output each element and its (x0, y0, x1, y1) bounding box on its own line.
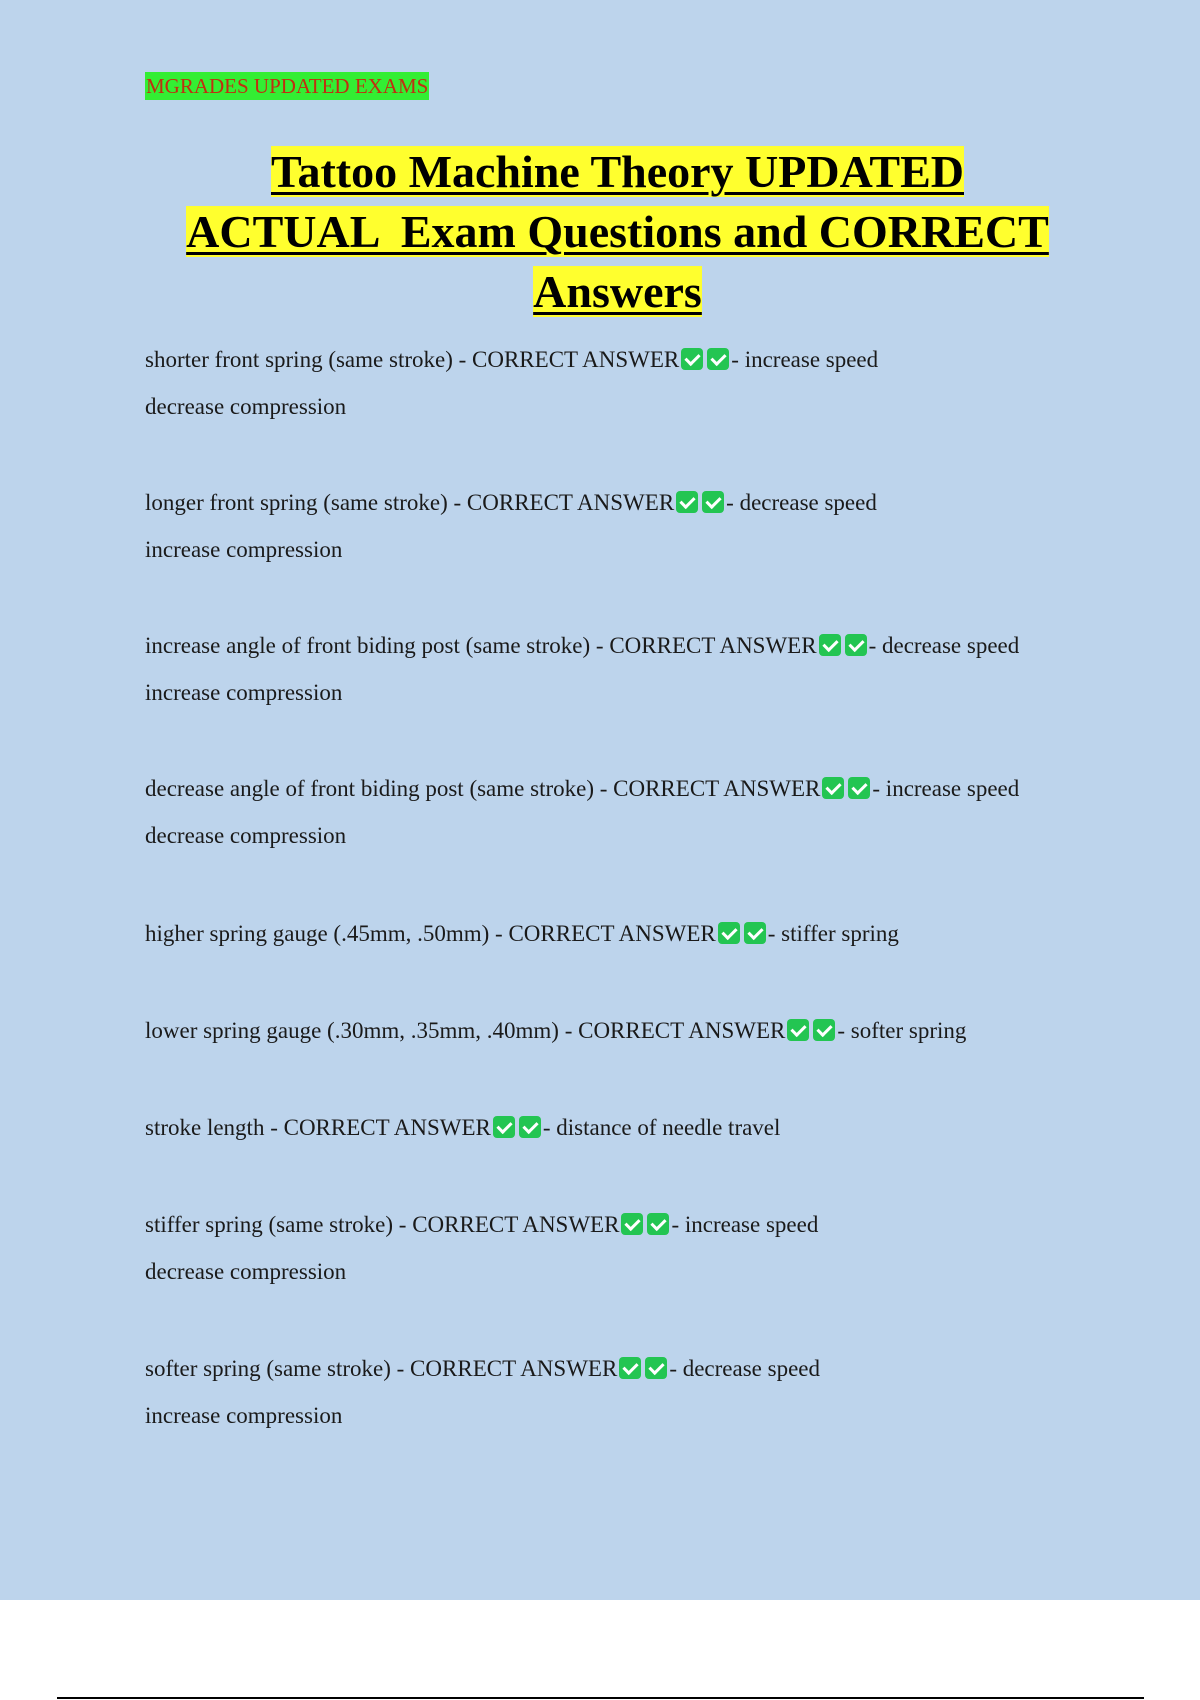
entry-question: stiffer spring (same stroke) - CORRECT ANSWER (145, 1212, 620, 1237)
entry-question: decrease angle of front biding post (same stroke) - CORRECT ANSWER (145, 776, 821, 801)
check-mark-icon (813, 1019, 835, 1041)
check-mark-icon (676, 491, 698, 513)
check-mark-icon (822, 777, 844, 799)
entry-question: higher spring gauge (.45mm, .50mm) - CORRECT ANSWER (145, 921, 716, 946)
qa-entry (145, 1201, 818, 1295)
check-mark-icon (493, 1116, 515, 1138)
qa-entry (145, 622, 1019, 716)
entry-question: stroke length - CORRECT ANSWER (145, 1115, 491, 1140)
entry-answer: - decrease speed (669, 1356, 820, 1381)
entry-answer: - increase speed (671, 1212, 819, 1237)
entry-answer: - decrease speed (868, 633, 1020, 658)
title-line-1: Tattoo Machine Theory UPDATED (271, 146, 964, 197)
qa-entry (145, 336, 878, 430)
qa-entry (145, 910, 899, 957)
check-mark-icon (621, 1213, 643, 1235)
entry-question: longer front spring (same stroke) - CORRECT ANSWER (145, 490, 675, 515)
qa-entry (145, 1104, 780, 1151)
check-mark-icon (647, 1213, 669, 1235)
entry-question: shorter front spring (same stroke) - CORRECT ANSWER (145, 347, 680, 372)
qa-entry (145, 1007, 966, 1054)
entry-answer-extra: decrease compression (145, 823, 347, 848)
entry-question: softer spring (same stroke) - CORRECT ANSWER (145, 1356, 618, 1381)
check-mark-icon (619, 1357, 641, 1379)
entry-question: lower spring gauge (.30mm, .35mm, .40mm) - CORRECT ANSWER (145, 1018, 786, 1043)
check-mark-icon (848, 777, 870, 799)
check-mark-icon (702, 491, 724, 513)
entry-answer-extra: increase compression (145, 1403, 343, 1428)
check-mark-icon (645, 1357, 667, 1379)
entry-answer-extra: increase compression (145, 537, 343, 562)
check-mark-icon (845, 634, 867, 656)
check-mark-icon (718, 922, 740, 944)
header-label: MGRADES UPDATED EXAMS (146, 74, 429, 98)
entry-answer: - softer spring (837, 1018, 967, 1043)
entry-answer-extra: decrease compression (145, 1259, 347, 1284)
title-line-2: ACTUAL Exam Questions and CORRECT (186, 206, 1049, 257)
qa-entry (145, 479, 877, 573)
check-mark-icon (744, 922, 766, 944)
check-mark-icon (819, 634, 841, 656)
check-mark-icon (519, 1116, 541, 1138)
check-mark-icon (681, 348, 703, 370)
entry-answer: - increase speed (872, 776, 1020, 801)
footer-divider (57, 1697, 1144, 1699)
entry-question: increase angle of front biding post (same stroke) - CORRECT ANSWER (145, 633, 817, 658)
entry-answer: - increase speed (731, 347, 879, 372)
qa-entry (145, 1345, 820, 1439)
entry-answer-extra: increase compression (145, 680, 343, 705)
entry-answer: - distance of needle travel (542, 1115, 781, 1140)
title-line-3: Answers (533, 266, 702, 317)
check-mark-icon (787, 1019, 809, 1041)
entry-answer: - decrease speed (726, 490, 877, 515)
entry-answer-extra: decrease compression (145, 394, 347, 419)
qa-entry (145, 765, 1019, 859)
entry-answer: - stiffer spring (767, 921, 899, 946)
document-title (130, 142, 1105, 322)
check-mark-icon (707, 348, 729, 370)
